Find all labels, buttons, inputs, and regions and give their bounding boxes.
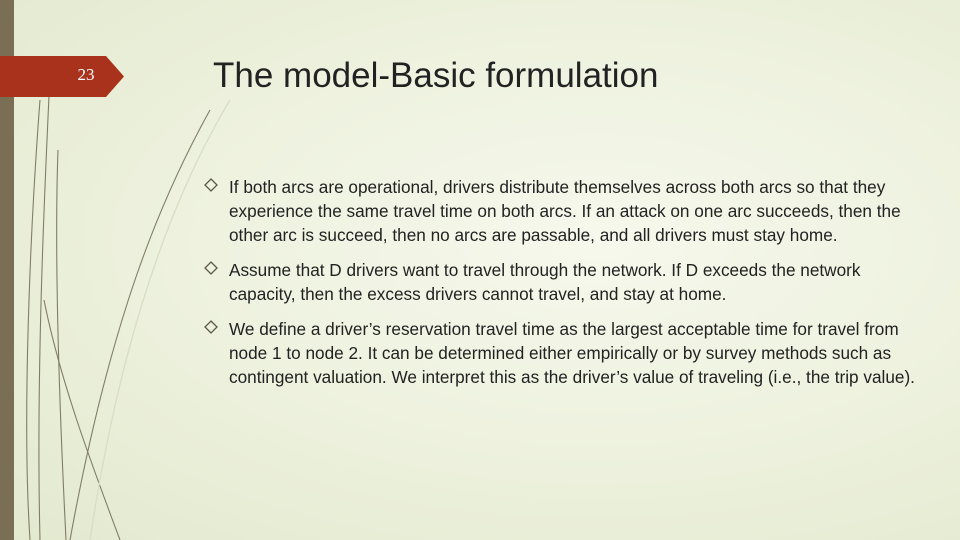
diamond-outline-icon: [204, 261, 218, 275]
slide-title: The model-Basic formulation: [213, 56, 659, 95]
bullet-item: [204, 317, 924, 389]
bullet-list: [204, 175, 924, 400]
bullet-text: If both arcs are operational, drivers distribute themselves across both arcs so that they experience the same travel time on both arcs. If an attack on one arc succeeds, then the other arc is succeed, then no arcs are passable, and all drivers must stay home.: [229, 177, 901, 245]
bullet-item: [204, 258, 924, 306]
slide-number: 23: [77, 65, 95, 84]
bullet-text: We define a driver’s reservation travel time as the largest acceptable time for travel from node 1 to node 2. It can be determined either empirically or by survey methods such as contingent valuation. We interpret this as the driver’s value of traveling (i.e., the trip value).: [229, 319, 915, 387]
bullet-item: [204, 175, 924, 247]
diamond-outline-icon: [204, 178, 218, 192]
bullet-text: Assume that D drivers want to travel through the network. If D exceeds the network capacity, then the excess drivers cannot travel, and stay at home.: [229, 260, 861, 304]
slide-number-tab: [0, 56, 124, 97]
diamond-outline-icon: [204, 320, 218, 334]
